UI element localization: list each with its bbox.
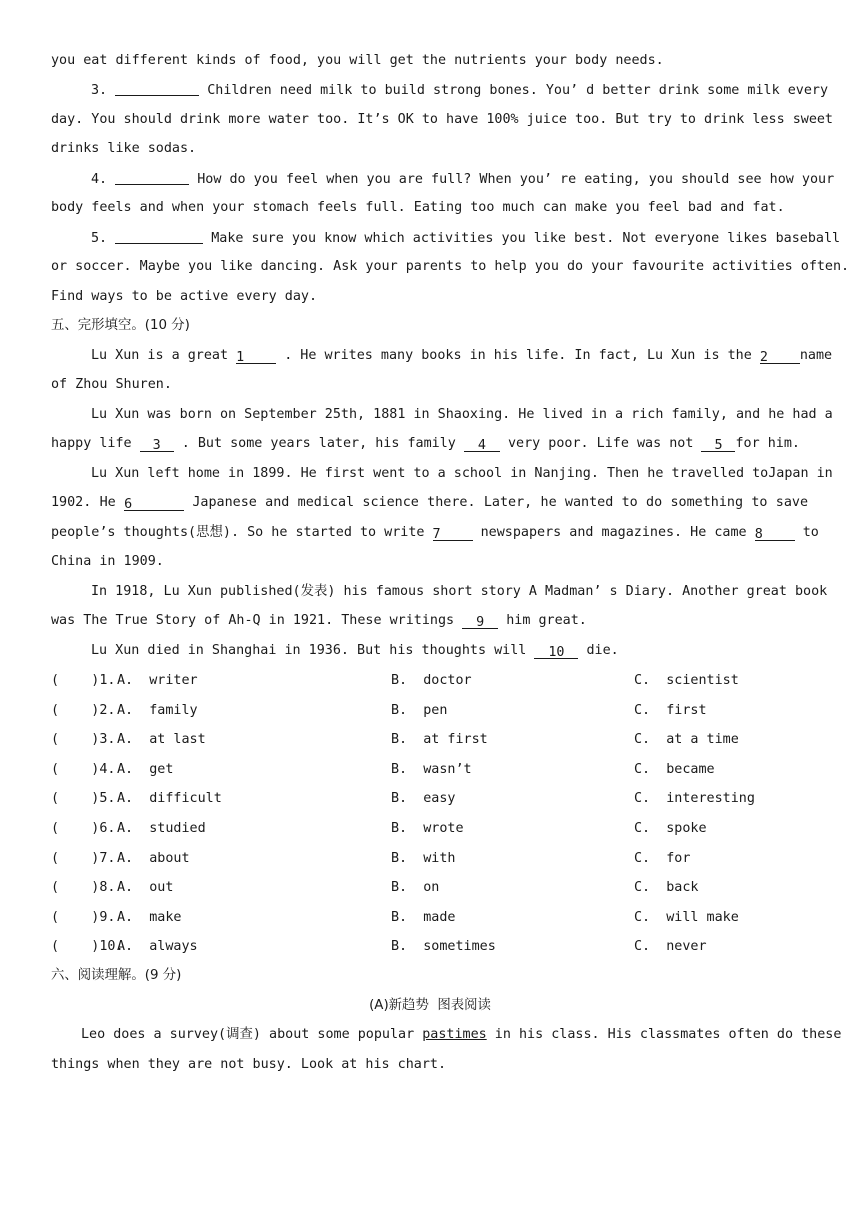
option-c: C. back xyxy=(634,880,699,895)
option-number[interactable]: ( )7. xyxy=(51,851,116,866)
option-b: B. made xyxy=(391,910,456,925)
cloze-blank-10[interactable]: 10 xyxy=(534,644,578,659)
cloze-p3-line-4: China in 1909. xyxy=(51,554,164,569)
section-heading-cloze: 五、完形填空。(10 分) xyxy=(51,318,190,333)
item-text: Make sure you know which activities you like best. Not everyone likes baseball xyxy=(211,231,841,246)
cloze-p3-line-2 xyxy=(51,494,808,512)
option-b: B. at first xyxy=(391,732,488,747)
item-4-line-2: body feels and when your stomach feels full. Eating too much can make you feel bad and fat. xyxy=(51,200,785,215)
cloze-text: happy life xyxy=(51,436,132,451)
option-a: A. difficult xyxy=(117,791,222,806)
item-3-line-2: day. You should drink more water too. It’s OK to have 100% juice too. But try to drink less sweet xyxy=(51,112,833,127)
cloze-blank-1[interactable]: 1 xyxy=(236,349,276,364)
option-number[interactable]: ( )2. xyxy=(51,703,116,718)
cloze-p3-line-1: Lu Xun left home in 1899. He first went to a school in Nanjing. Then he travelled toJapan in xyxy=(91,466,833,481)
item-number: 5. xyxy=(91,231,108,246)
cloze-text: him great. xyxy=(506,613,587,628)
cloze-p4-line-2 xyxy=(51,612,587,630)
option-number[interactable]: ( )3. xyxy=(51,732,116,747)
cloze-text: . He writes many books in his life. In fact, Lu Xun is the xyxy=(284,348,752,363)
item-5-line-1 xyxy=(91,229,841,248)
item-number: 3. xyxy=(91,83,108,98)
item-3-line-3: drinks like sodas. xyxy=(51,141,197,156)
cloze-text: name xyxy=(799,348,833,363)
answer-blank[interactable] xyxy=(115,170,189,185)
option-a: A. at last xyxy=(117,732,206,747)
option-a: A. out xyxy=(117,880,174,895)
answer-blank[interactable] xyxy=(115,81,199,96)
cloze-text: Lu Xun died in Shanghai in 1936. But his thoughts will xyxy=(91,643,527,658)
cloze-text: . But some years later, his family xyxy=(181,436,456,451)
cloze-blank-7[interactable]: 7 xyxy=(433,526,473,541)
cloze-text: 1902. He xyxy=(51,495,116,510)
option-b: B. with xyxy=(391,851,456,866)
cloze-text: newspapers and magazines. He came xyxy=(480,525,747,540)
option-c: C. scientist xyxy=(634,673,739,688)
option-a: A. writer xyxy=(117,673,198,688)
reading-text: Leo does a survey(调查) about some popular xyxy=(81,1027,415,1042)
cloze-blank-6[interactable]: 6 xyxy=(124,496,184,511)
cloze-p4-line-1: In 1918, Lu Xun published(发表) his famous short story A Madman’ s Diary. Another great book xyxy=(91,584,828,599)
cloze-text: for him. xyxy=(735,436,800,451)
cloze-text: Japanese and medical science there. Later, he wanted to do something to save xyxy=(192,495,809,510)
option-a: A. studied xyxy=(117,821,206,836)
cloze-blank-4[interactable]: 4 xyxy=(464,437,500,452)
option-c: C. interesting xyxy=(634,791,755,806)
option-b: B. wasn’t xyxy=(391,762,472,777)
item-4-line-1 xyxy=(91,170,835,189)
option-b: B. doctor xyxy=(391,673,472,688)
option-a: A. family xyxy=(117,703,198,718)
option-number[interactable]: ( )1. xyxy=(51,673,116,688)
item-5-line-3: Find ways to be active every day. xyxy=(51,289,318,304)
option-b: B. easy xyxy=(391,791,456,806)
option-b: B. wrote xyxy=(391,821,464,836)
item-5-line-2: or soccer. Maybe you like dancing. Ask your parents to help you do your favourite activities often. xyxy=(51,259,850,274)
option-c: C. never xyxy=(634,939,707,954)
cloze-blank-5[interactable]: 5 xyxy=(701,437,735,452)
cloze-text: was The True Story of Ah-Q in 1921. These writings xyxy=(51,613,455,628)
cloze-p3-line-3 xyxy=(51,524,819,542)
reading-text: in his class. His classmates often do these xyxy=(494,1027,842,1042)
option-b: B. pen xyxy=(391,703,448,718)
cloze-p5-line-1 xyxy=(91,642,619,660)
cloze-blank-2[interactable]: 2 xyxy=(760,349,800,364)
option-c: C. became xyxy=(634,762,715,777)
option-b: B. on xyxy=(391,880,440,895)
option-a: A. get xyxy=(117,762,174,777)
option-c: C. will make xyxy=(634,910,739,925)
cloze-text: very poor. Life was not xyxy=(507,436,694,451)
item-text: How do you feel when you are full? When you’ re eating, you should see how your xyxy=(197,172,835,187)
reading-subheading: (A)新趋势 图表阅读 xyxy=(369,998,491,1013)
option-c: C. at a time xyxy=(634,732,739,747)
cloze-blank-8[interactable]: 8 xyxy=(755,526,795,541)
cloze-text: people’s thoughts(思想). So he started to write xyxy=(51,525,425,540)
option-number[interactable]: ( )8. xyxy=(51,880,116,895)
option-a: A. make xyxy=(117,910,182,925)
option-a: A. about xyxy=(117,851,190,866)
option-number[interactable]: ( )10. xyxy=(51,939,124,954)
cloze-p2-line-2 xyxy=(51,435,800,453)
reading-p1-line-2: things when they are not busy. Look at his chart. xyxy=(51,1057,447,1072)
option-number[interactable]: ( )9. xyxy=(51,910,116,925)
option-number[interactable]: ( )6. xyxy=(51,821,116,836)
item-text: Children need milk to build strong bones. You’ d better drink some milk every xyxy=(207,83,829,98)
cloze-p1-line-1 xyxy=(91,347,833,365)
passage-line: you eat different kinds of food, you will get the nutrients your body needs. xyxy=(51,53,664,68)
option-number[interactable]: ( )5. xyxy=(51,791,116,806)
option-c: C. spoke xyxy=(634,821,707,836)
cloze-p1-line-2: of Zhou Shuren. xyxy=(51,377,172,392)
option-b: B. sometimes xyxy=(391,939,496,954)
reading-p1-line-1 xyxy=(81,1026,842,1044)
underlined-word: pastimes xyxy=(422,1027,487,1042)
cloze-blank-9[interactable]: 9 xyxy=(462,614,498,629)
option-number[interactable]: ( )4. xyxy=(51,762,116,777)
item-3-line-1 xyxy=(91,81,829,100)
item-number: 4. xyxy=(91,172,108,187)
cloze-text: Lu Xun is a great xyxy=(91,348,229,363)
option-c: C. first xyxy=(634,703,707,718)
option-a: A. always xyxy=(117,939,198,954)
option-c: C. for xyxy=(634,851,691,866)
cloze-text: to xyxy=(802,525,819,540)
cloze-p2-line-1: Lu Xun was born on September 25th, 1881 in Shaoxing. He lived in a rich family, and he had a xyxy=(91,407,833,422)
answer-blank[interactable] xyxy=(115,229,203,244)
cloze-text: die. xyxy=(586,643,619,658)
section-heading-reading: 六、阅读理解。(9 分) xyxy=(51,968,182,983)
cloze-blank-3[interactable]: 3 xyxy=(140,437,174,452)
